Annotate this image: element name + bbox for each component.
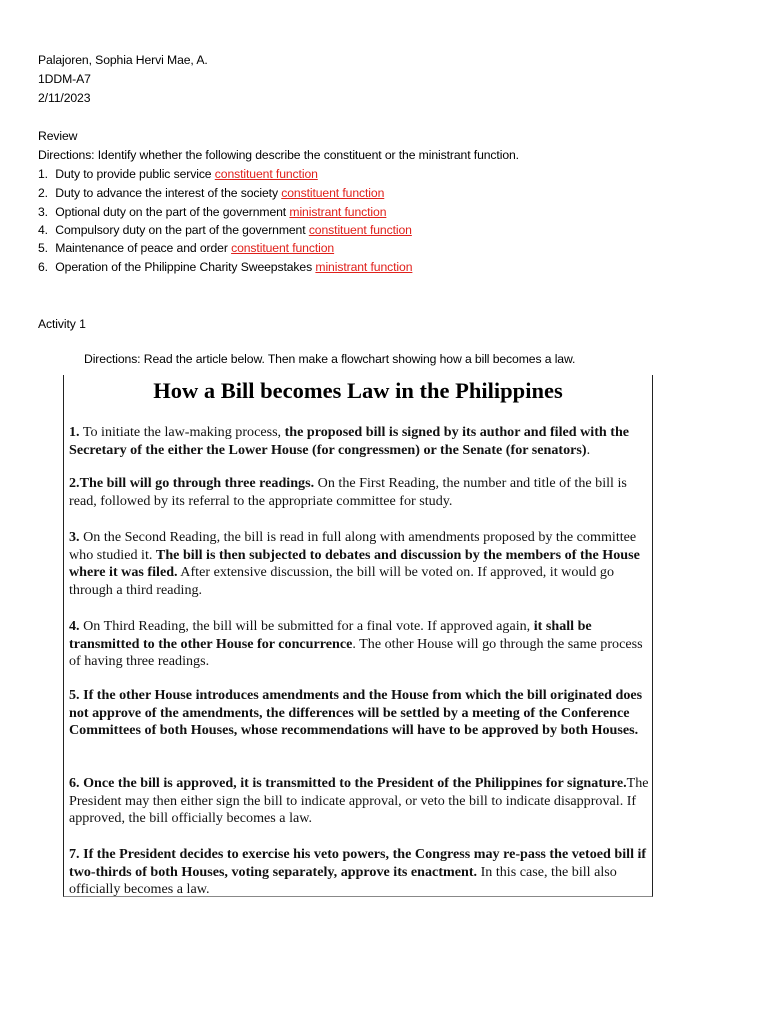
item-answer: constituent function	[281, 186, 385, 200]
item-number: 6.	[38, 260, 48, 274]
review-item	[38, 186, 384, 200]
article-step-3: 3. On the Second Reading, the bill is read in full along with amendments proposed by the committee who studied it. The bill is then subjected to debates and discussion by the members of the House where it was filed. After extensive discussion, the bill will be voted on. If approved, it would go through a third reading.	[69, 529, 640, 598]
item-answer: ministrant function	[315, 260, 413, 274]
item-answer: constituent function	[231, 241, 335, 255]
review-directions: Directions: Identify whether the following describe the constituent or the ministrant function.	[38, 148, 519, 162]
item-text: Compulsory duty on the part of the government	[55, 223, 309, 237]
item-answer: constituent function	[308, 223, 412, 237]
item-number: 4.	[38, 223, 48, 237]
item-text: Maintenance of peace and order	[55, 241, 232, 255]
article-step-2: 2.The bill will go through three readings. On the First Reading, the number and title of the bill is read, followed by its referral to the appropriate committee for study.	[69, 475, 627, 509]
item-number: 2.	[38, 186, 48, 200]
review-item	[38, 167, 318, 181]
article-step-4: 4. On Third Reading, the bill will be submitted for a final vote. If approved again, it shall be transmitted to the other House for concurrence. The other House will go through the same process of having three readings.	[69, 618, 643, 670]
article-step-1: 1. To initiate the law-making process, the proposed bill is signed by its author and filed with the Secretary of the either the Lower House (for congressmen) or the Senate (for senators).	[69, 424, 630, 458]
review-item	[38, 205, 386, 219]
student-section: 1DDM-A7	[38, 72, 91, 86]
student-name: Palajoren, Sophia Hervi Mae, A.	[38, 53, 208, 67]
item-text: Duty to advance the interest of the society	[55, 186, 282, 200]
activity-directions: Directions: Read the article below. Then make a flowchart showing how a bill becomes a law.	[84, 352, 576, 366]
item-text: Operation of the Philippine Charity Sweepstakes	[55, 260, 316, 274]
review-item	[38, 260, 412, 274]
review-heading: Review	[38, 129, 78, 143]
item-text: Duty to provide public service	[55, 167, 215, 181]
item-answer: ministrant function	[289, 205, 387, 219]
activity-heading: Activity 1	[38, 317, 86, 331]
item-answer: constituent function	[214, 167, 318, 181]
article-step-7: 7. If the President decides to exercise his veto powers, the Congress may re-pass the vetoed bill if two-thirds of both Houses, voting separately, approve its enactment. In this case, the bill also officially becomes a law.	[69, 846, 647, 898]
review-item	[38, 223, 412, 237]
document-date: 2/11/2023	[38, 91, 91, 105]
review-item	[38, 241, 334, 255]
article-step-6: 6. Once the bill is approved, it is transmitted to the President of the Philippines for signature.The President may then either sign the bill to indicate approval, or veto the bill to indicate disapproval. If approved, the bill officially becomes a law.	[69, 775, 649, 827]
article-step-5: 5. If the other House introduces amendments and the House from which the bill originated does not approve of the amendments, the differences will be settled by a meeting of the Conference Committees of both Houses, whose recommendations will have to be approved by both Houses.	[69, 687, 643, 739]
item-text: Optional duty on the part of the government	[55, 205, 290, 219]
item-number: 1.	[38, 167, 48, 181]
item-number: 3.	[38, 205, 48, 219]
article-title: How a Bill becomes Law in the Philippines	[153, 378, 563, 403]
item-number: 5.	[38, 241, 48, 255]
